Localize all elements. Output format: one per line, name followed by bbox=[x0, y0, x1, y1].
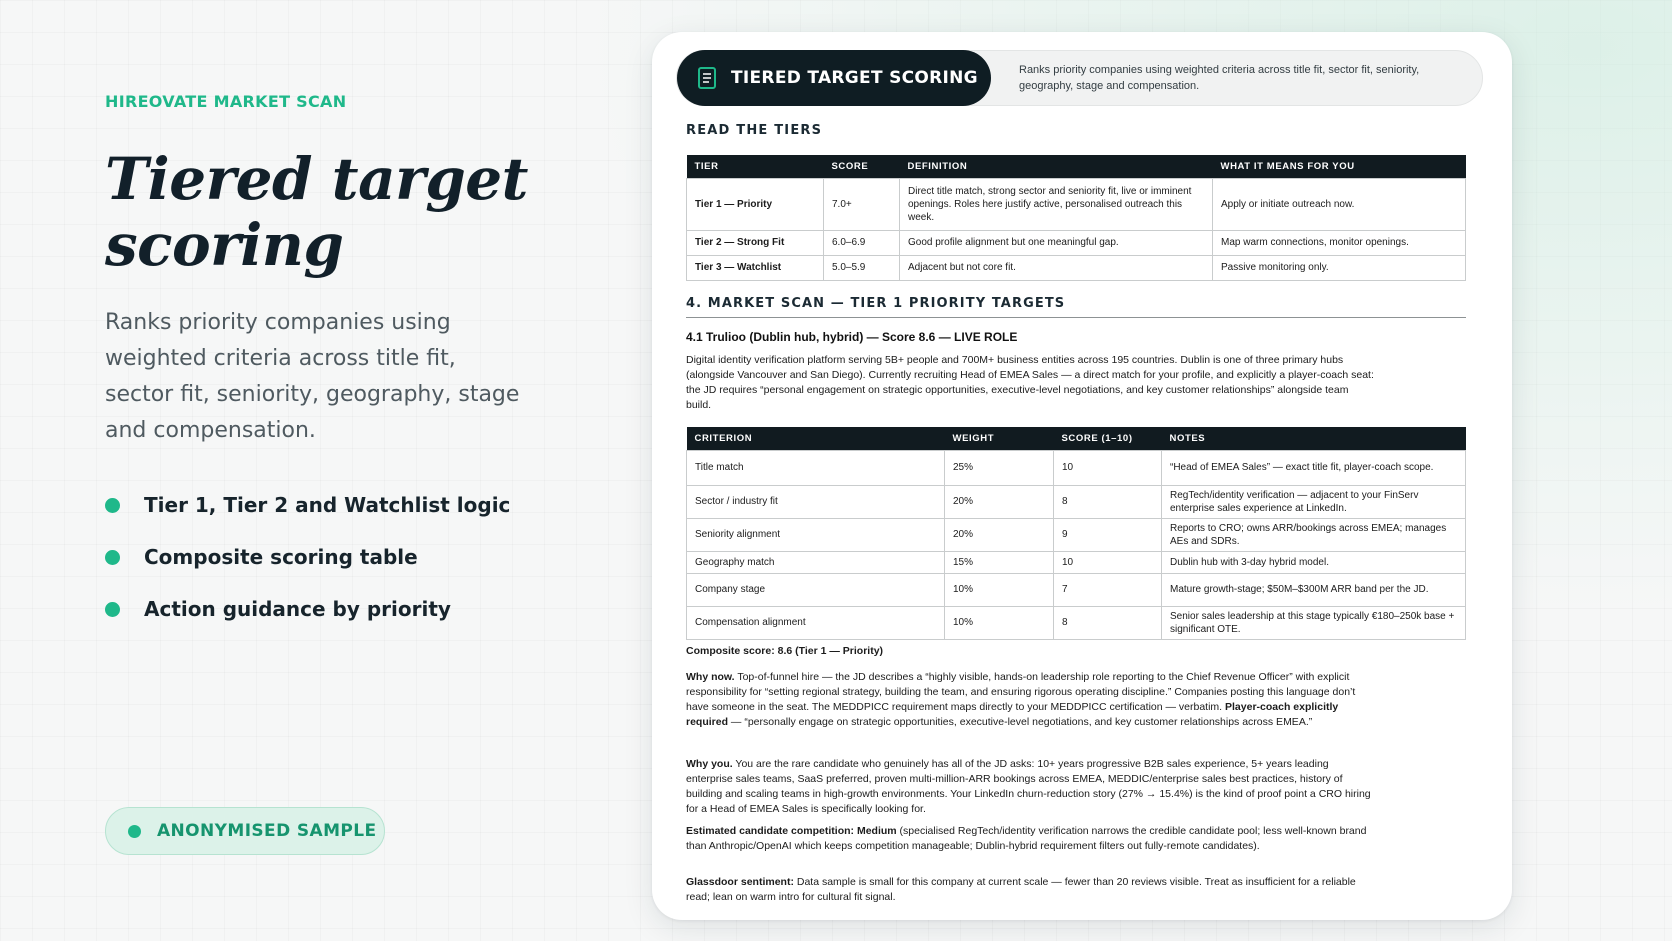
definition-cell: Direct title match, strong sector and seniority fit, live or imminent openings. Roles here justify active, personalised outreach this week. bbox=[900, 178, 1213, 230]
why-you-label: Why you. bbox=[686, 758, 733, 770]
meaning-cell: Passive monitoring only. bbox=[1213, 255, 1466, 280]
why-now-text: Top-of-funnel hire — the JD describes a “highly visible, hands-on leadership role reporting to the Chief Revenue Officer” with explicit responsibility for “setting regional strategy, building the team, and ensuring rigorous operating discipline.” Companies posting this language don’t have someone in the seat. The MEDDPICC requirement maps directly to your MEDDPICC certification — verbatim. bbox=[686, 671, 1356, 713]
why-now-paragraph bbox=[686, 670, 1376, 730]
weight-cell: 20% bbox=[945, 518, 1054, 551]
document-icon bbox=[697, 66, 717, 90]
score-cell: 7 bbox=[1054, 573, 1162, 606]
header-description: Ranks priority companies using weighted criteria across title fit, sector fit, seniority, geography, stage and compensation. bbox=[1019, 64, 1420, 92]
notes-cell: Dublin hub with 3-day hybrid model. bbox=[1162, 551, 1466, 573]
score-cell: 7.0+ bbox=[824, 178, 900, 230]
column-header: TIER bbox=[687, 155, 824, 178]
meaning-cell: Apply or initiate outreach now. bbox=[1213, 178, 1466, 230]
bullet-dot-icon bbox=[105, 602, 120, 617]
criterion-cell: Geography match bbox=[687, 551, 945, 573]
column-header: DEFINITION bbox=[900, 155, 1213, 178]
feature-item bbox=[105, 544, 510, 570]
criterion-cell: Seniority alignment bbox=[687, 518, 945, 551]
pill-label: TIERED TARGET SCORING bbox=[731, 68, 978, 88]
criterion-cell: Sector / industry fit bbox=[687, 485, 945, 518]
criterion-cell: Company stage bbox=[687, 573, 945, 606]
section-4-heading: 4. MARKET SCAN — TIER 1 PRIORITY TARGETS bbox=[686, 296, 1466, 318]
table-header-row bbox=[687, 427, 1466, 450]
competition-paragraph bbox=[686, 824, 1376, 854]
tier-cell: Tier 3 — Watchlist bbox=[687, 255, 824, 280]
score-cell: 8 bbox=[1054, 606, 1162, 639]
score-cell: 10 bbox=[1054, 450, 1162, 485]
table-row bbox=[687, 255, 1466, 280]
definition-cell: Adjacent but not core fit. bbox=[900, 255, 1213, 280]
weight-cell: 20% bbox=[945, 485, 1054, 518]
weight-cell: 10% bbox=[945, 573, 1054, 606]
player-coach-label: Player-coach explicitly required bbox=[686, 701, 1339, 728]
tier-cell: Tier 2 — Strong Fit bbox=[687, 230, 824, 255]
eyebrow-label: HIREOVATE MARKET SCAN bbox=[105, 92, 347, 111]
table-row bbox=[687, 485, 1466, 518]
tier-cell: Tier 1 — Priority bbox=[687, 178, 824, 230]
table-row bbox=[687, 230, 1466, 255]
glassdoor-text: Data sample is small for this company at current scale — fewer than 20 reviews visible. Treat as insufficient for a reliable read; lean on warm intro for cultural fit signal. bbox=[686, 876, 1356, 903]
read-tiers-heading: READ THE TIERS bbox=[686, 123, 823, 138]
column-header: WHAT IT MEANS FOR YOU bbox=[1213, 155, 1466, 178]
column-header: SCORE bbox=[824, 155, 900, 178]
feature-item bbox=[105, 492, 510, 518]
column-header: NOTES bbox=[1162, 427, 1466, 450]
page-title: Tiered target scoring bbox=[105, 145, 528, 279]
glassdoor-label: Glassdoor sentiment: bbox=[686, 876, 794, 888]
document-card bbox=[652, 32, 1512, 920]
table-row bbox=[687, 178, 1466, 230]
competition-label: Estimated candidate competition: Medium bbox=[686, 825, 897, 837]
status-dot-icon bbox=[128, 825, 141, 838]
notes-cell: Reports to CRO; owns ARR/bookings across EMEA; manages AEs and SDRs. bbox=[1162, 518, 1466, 551]
column-header: CRITERION bbox=[687, 427, 945, 450]
company-intro: Digital identity verification platform serving 5B+ people and 700M+ business entities across 195 countries. Dublin is one of three primary hubs (alongside Vancouver and San Diego). Currently recruiting Head of EMEA Sales — a direct match for your profile, and explicitly a player-coach seat: the JD requires “personal engagement on strategic opportunities, executive-level negotiations, and key customer relationships” alongside team build. bbox=[686, 354, 1374, 411]
score-cell: 6.0–6.9 bbox=[824, 230, 900, 255]
score-cell: 5.0–5.9 bbox=[824, 255, 900, 280]
feature-label: Tier 1, Tier 2 and Watchlist logic bbox=[144, 493, 511, 517]
table-row bbox=[687, 551, 1466, 573]
criterion-cell: Compensation alignment bbox=[687, 606, 945, 639]
weight-cell: 15% bbox=[945, 551, 1054, 573]
column-header: SCORE (1–10) bbox=[1054, 427, 1162, 450]
feature-label: Composite scoring table bbox=[144, 545, 418, 569]
tiers-table bbox=[686, 155, 1466, 281]
criteria-table bbox=[686, 427, 1466, 640]
bullet-dot-icon bbox=[105, 550, 120, 565]
notes-cell: RegTech/identity verification — adjacent to your FinServ enterprise sales experience at LinkedIn. bbox=[1162, 485, 1466, 518]
table-row bbox=[687, 573, 1466, 606]
player-coach-text: — “personally engage on strategic opportunities, executive-level negotiations, and key customer relationships across EMEA.” bbox=[728, 716, 1313, 728]
definition-cell: Good profile alignment but one meaningful gap. bbox=[900, 230, 1213, 255]
column-header: WEIGHT bbox=[945, 427, 1054, 450]
competition-text: (specialised RegTech/identity verification narrows the credible candidate pool; less well-known brand than Anthropic/OpenAI which keeps competition manageable; Dublin-hybrid requirement filters out fully-remote candidates). bbox=[686, 825, 1367, 852]
score-cell: 9 bbox=[1054, 518, 1162, 551]
composite-score: Composite score: 8.6 (Tier 1 — Priority) bbox=[686, 645, 884, 657]
score-cell: 8 bbox=[1054, 485, 1162, 518]
score-cell: 10 bbox=[1054, 551, 1162, 573]
table-header-row bbox=[687, 155, 1466, 178]
criterion-cell: Title match bbox=[687, 450, 945, 485]
meaning-cell: Map warm connections, monitor openings. bbox=[1213, 230, 1466, 255]
weight-cell: 10% bbox=[945, 606, 1054, 639]
why-now-label: Why now. bbox=[686, 671, 735, 683]
feature-list bbox=[105, 492, 510, 648]
bullet-dot-icon bbox=[105, 498, 120, 513]
feature-label: Action guidance by priority bbox=[144, 597, 451, 621]
table-row bbox=[687, 518, 1466, 551]
subsection-heading: 4.1 Trulioo (Dublin hub, hybrid) — Score 8.6 — LIVE ROLE bbox=[686, 330, 1018, 344]
notes-cell: Senior sales leadership at this stage typically €180–250k base + significant OTE. bbox=[1162, 606, 1466, 639]
weight-cell: 25% bbox=[945, 450, 1054, 485]
feature-item bbox=[105, 596, 510, 622]
page-description: Ranks priority companies using weighted criteria across title fit, sector fit, seniority, geography, stage and compensation. bbox=[105, 310, 520, 443]
badge-label: ANONYMISED SAMPLE bbox=[157, 821, 377, 841]
glassdoor-paragraph bbox=[686, 875, 1376, 905]
notes-cell: Mature growth-stage; $50M–$300M ARR band per the JD. bbox=[1162, 573, 1466, 606]
anonymised-sample-badge bbox=[105, 807, 385, 855]
table-row bbox=[687, 606, 1466, 639]
why-you-paragraph bbox=[686, 757, 1376, 817]
document-header bbox=[676, 50, 1483, 106]
table-row bbox=[687, 450, 1466, 485]
notes-cell: “Head of EMEA Sales” — exact title fit, player-coach scope. bbox=[1162, 450, 1466, 485]
section-pill bbox=[677, 50, 991, 106]
why-you-text: You are the rare candidate who genuinely has all of the JD asks: 10+ years progressive B2B sales experience, 5+ years leading enterprise sales teams, SaaS preferred, proven multi-million-ARR bookings across EMEA, MEDDIC/enterprise sales best practices, history of building and scaling teams in high-growth environments. Your LinkedIn churn-reduction story (27% → 15.4%) is the kind of proof point a CRO hiring for a Head of EMEA Sales is specifically looking for. bbox=[686, 758, 1371, 815]
